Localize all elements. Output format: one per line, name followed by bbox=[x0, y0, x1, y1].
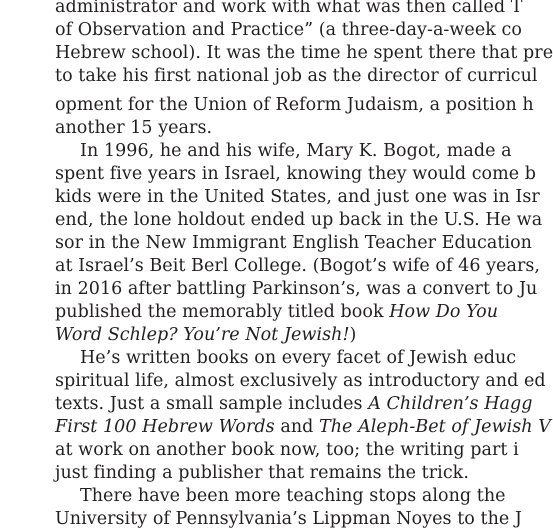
paragraph-start-line: There have been more teaching stops along the bbox=[80, 486, 506, 506]
text-line-8: spent five years in Israel, knowing they would come b bbox=[55, 164, 537, 184]
text-line-20: at work on another book now, too; the writing part i bbox=[55, 440, 519, 460]
paragraph-start-line: In 1996, he and his wife, Mary K. Bogot, made a bbox=[80, 141, 512, 161]
text-line-1: administrator and work with what was then called T bbox=[55, 0, 523, 17]
book-title-italic: Word Schlep? You’re Not Jewish! bbox=[55, 325, 350, 345]
text-line-14 bbox=[55, 301, 498, 324]
text-line-10: end, the lone holdout ended up back in the U.S. He wa bbox=[55, 210, 543, 230]
text-line-2: of Observation and Practice” (a three-day-a-week co bbox=[55, 20, 522, 40]
text-run: and bbox=[274, 417, 320, 437]
text-line-9: kids were in the United States, and just one was in Isr bbox=[55, 187, 540, 207]
text-line-23: University of Pennsylvania’s Lippman Noyes to the J bbox=[55, 509, 522, 529]
text-line-12: at Israel’s Beit Berl College. (Bogot’s wife of 46 years, bbox=[55, 256, 541, 276]
paragraph-start-line: He’s written books on every facet of Jewish educ bbox=[80, 348, 517, 368]
text-line-13: in 2016 after battling Parkinson’s, was a convert to Ju bbox=[55, 279, 538, 299]
text-line-19 bbox=[55, 416, 551, 439]
text-line-6: another 15 years. bbox=[55, 118, 213, 138]
text-run: published the memorably titled book bbox=[55, 302, 390, 322]
text-run: ) bbox=[349, 325, 357, 345]
text-line-18 bbox=[55, 393, 533, 416]
text-line-5: opment for the Union of Reform Judaism, a position h bbox=[55, 95, 534, 115]
text-run: texts. Just a small sample includes bbox=[55, 394, 369, 414]
text-line-11: sor in the New Immigrant English Teacher Education bbox=[55, 233, 533, 253]
book-title-italic: The Aleph-Bet of Jewish V bbox=[319, 417, 551, 437]
text-line-4: to take his first national job as the director of curricul bbox=[55, 66, 538, 86]
book-title-italic: A Children’s Hagg bbox=[368, 394, 533, 414]
text-line-15 bbox=[55, 324, 356, 347]
book-title-italic: First 100 Hebrew Words bbox=[55, 417, 275, 437]
text-line-3: Hebrew school). It was the time he spent there that pre bbox=[55, 43, 553, 63]
text-line-21: just finding a publisher that remains the trick. bbox=[55, 463, 469, 483]
text-line-17: spiritual life, almost exclusively as introductory and ed bbox=[55, 371, 546, 391]
book-title-italic: How Do You bbox=[389, 302, 499, 322]
